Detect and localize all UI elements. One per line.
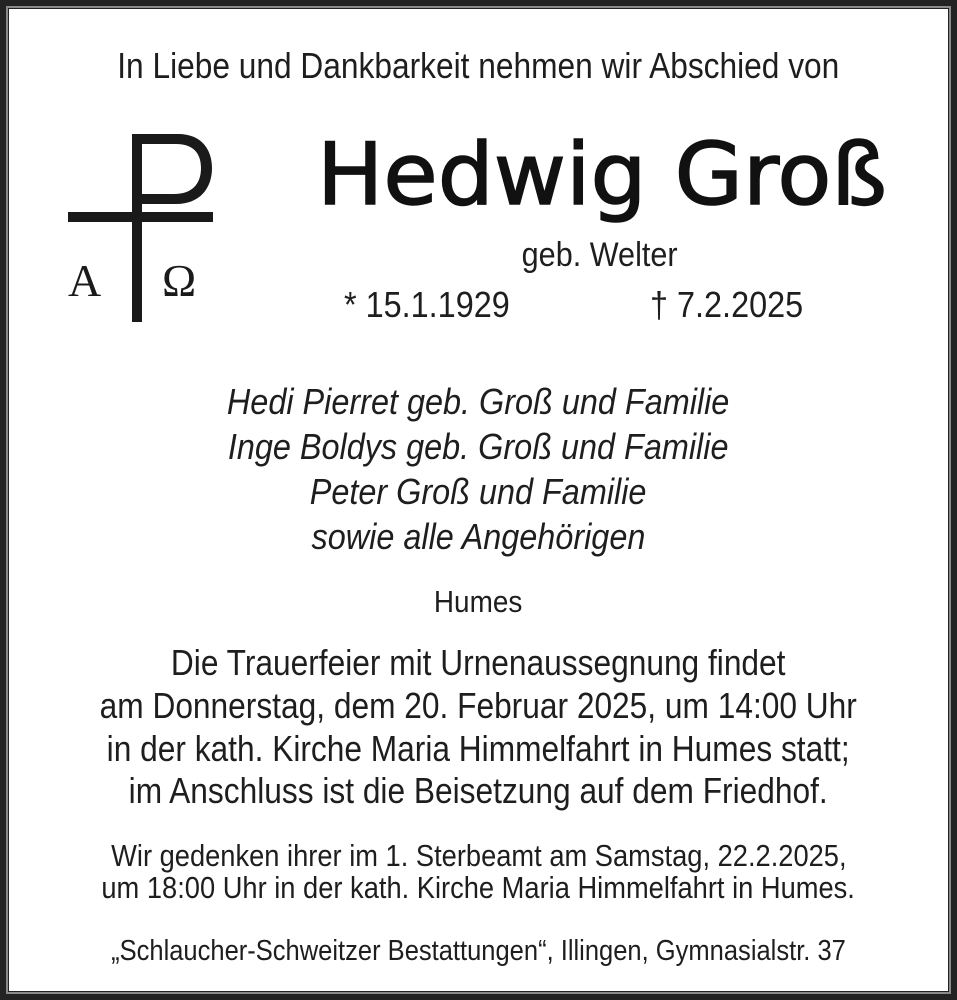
ceremony-line <box>0 685 957 726</box>
intro-line <box>0 45 957 86</box>
death-date-text: † 7.2.2025 <box>650 284 804 325</box>
death-date <box>650 284 820 325</box>
funeral-home-line <box>0 937 957 966</box>
ceremony-text: in der kath. Kirche Maria Himmelfahrt in Humes statt; <box>107 728 850 769</box>
birth-date-text: * 15.1.1929 <box>344 284 510 325</box>
mourner-text: sowie alle Angehörigen <box>311 516 646 557</box>
mourner-line <box>0 516 957 557</box>
mourner-line <box>0 426 957 467</box>
maiden-name-text: geb. Welter <box>522 236 678 274</box>
maiden-name <box>300 238 900 272</box>
alpha-glyph: A <box>68 255 102 306</box>
remembrance-line <box>0 872 957 903</box>
mourner-text: Peter Groß und Familie <box>310 471 647 512</box>
intro-text: In Liebe und Dankbarkeit nehmen wir Abschied von <box>117 45 840 86</box>
mourner-text: Inge Boldys geb. Groß und Familie <box>228 426 729 467</box>
place-line <box>0 586 957 617</box>
funeral-home-text: „Schlaucher-Schweitzer Bestattungen“, Illingen, Gymnasialstr. 37 <box>111 935 846 967</box>
mourner-line <box>0 471 957 512</box>
ceremony-text: Die Trauerfeier mit Urnenaussegnung findet <box>171 642 786 683</box>
ceremony-text: am Donnerstag, dem 20. Februar 2025, um 14:00 Uhr <box>99 685 858 726</box>
ceremony-line <box>0 728 957 769</box>
deceased-name <box>305 120 900 230</box>
chi-rho-alpha-omega-icon <box>66 128 216 326</box>
remembrance-text: Wir gedenken ihrer im 1. Sterbeamt am Samstag, 22.2.2025, <box>110 838 847 873</box>
place-text: Humes <box>434 584 523 619</box>
mourner-line <box>0 381 957 422</box>
omega-glyph: Ω <box>162 255 197 306</box>
mourner-text: Hedi Pierret geb. Groß und Familie <box>227 381 730 422</box>
birth-date <box>344 284 528 325</box>
ceremony-line <box>0 642 957 683</box>
ceremony-line <box>0 770 957 811</box>
ceremony-text: im Anschluss ist die Beisetzung auf dem Friedhof. <box>128 770 829 811</box>
remembrance-line <box>0 840 957 871</box>
remembrance-text: um 18:00 Uhr in der kath. Kirche Maria Himmelfahrt in Humes. <box>101 870 856 905</box>
deceased-name-text: Hedwig Groß <box>317 125 887 225</box>
